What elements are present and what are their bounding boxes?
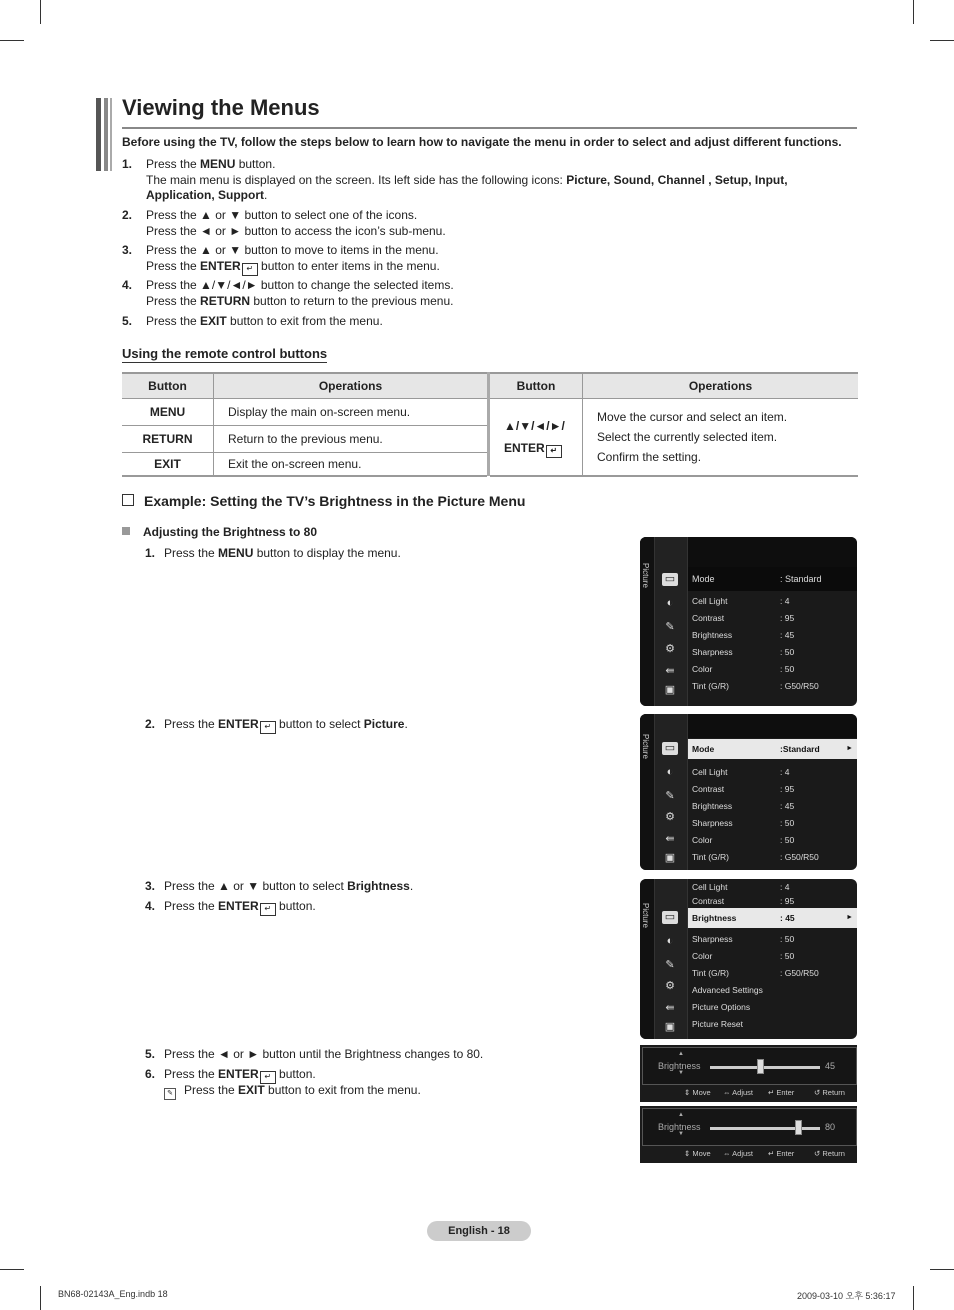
text: Move [692, 1149, 711, 1158]
text: . [264, 188, 268, 202]
osd-row[interactable] [692, 611, 852, 625]
text: Example: Setting the TV’s Brightness in the Picture Menu [144, 493, 526, 509]
help-move: ⇕ Move [684, 1088, 711, 1097]
osd-label: Contrast [692, 613, 725, 623]
text: Press the [146, 314, 201, 328]
text: Return [822, 1149, 845, 1158]
step-number: 3. [145, 879, 156, 893]
step-number: 1. [145, 546, 156, 560]
osd-label: Cell Light [692, 882, 728, 892]
application-icon[interactable]: ▣ [664, 684, 676, 696]
application-icon[interactable]: ▣ [664, 852, 676, 864]
osd-value: : G50/R50 [780, 968, 819, 978]
help-adjust: ⇔ Adjust [723, 1149, 754, 1158]
down-arrow-icon: ▼ [678, 1070, 684, 1076]
crop-mark [930, 1269, 954, 1270]
osd-value: : 95 [780, 613, 795, 623]
slider-panel [642, 1047, 857, 1085]
text: Press the [164, 1067, 219, 1081]
osd-label: Cell Light [692, 767, 728, 777]
step-3 [122, 243, 842, 276]
text: Confirm the setting. [597, 450, 702, 464]
crop-mark [40, 1286, 41, 1310]
osd-value: : 95 [780, 896, 795, 906]
text: Press the [146, 258, 201, 273]
up-arrow-icon: ▲ [678, 1112, 684, 1118]
text: Press the [146, 293, 201, 308]
text: ▲/▼/◄/►/ [504, 419, 565, 433]
intro-text: Before using the TV, follow the steps below to learn how to navigate the menu in order to select and adjust different functions. [122, 135, 842, 149]
osd-row-mode-selected[interactable] [688, 739, 857, 759]
text: Press the ▲ or ▼ button to move to items in the menu. [146, 243, 439, 257]
osd-row[interactable] [692, 594, 852, 608]
text: Move [692, 1088, 711, 1097]
text-bold: RETURN [200, 293, 251, 308]
osd-value: : G50/R50 [780, 852, 819, 862]
text-bold: Picture, Sound, Channel , Setup, Input, [566, 172, 788, 187]
title-decoration [96, 98, 101, 171]
application-icon[interactable]: ▣ [664, 1021, 676, 1033]
osd-label: Picture Options [692, 1002, 751, 1012]
slider-label: Brightness [658, 1061, 701, 1071]
input-icon[interactable]: ⇚ [665, 1002, 675, 1014]
osd-value: : 4 [780, 767, 790, 777]
enter-icon: ↵ [546, 445, 562, 458]
text: Press the ▲/▼/◄/► button to change the selected items. [146, 278, 454, 292]
note [164, 1082, 421, 1100]
text-bold: Picture [363, 717, 405, 731]
osd-side-label: Picture [641, 734, 650, 759]
osd-label: Tint (G/R) [692, 852, 729, 862]
sound-icon[interactable]: ◐ [666, 766, 674, 778]
osd-value: : 50 [780, 835, 795, 845]
osd-picture-menu-2 [640, 714, 857, 870]
osd-row[interactable] [692, 850, 852, 864]
osd-row[interactable] [692, 894, 852, 908]
picture-icon[interactable]: ▭ [662, 911, 678, 924]
crop-mark [0, 40, 24, 41]
text: Press the [164, 717, 219, 731]
note-icon: ✎ [164, 1088, 176, 1100]
help-move: ⇕ Move [684, 1149, 711, 1158]
osd-label: Mode [692, 574, 715, 584]
sound-icon[interactable]: ◐ [666, 935, 674, 947]
table-cell: Return to the previous menu. [214, 426, 488, 453]
osd-label: Brightness [692, 630, 733, 640]
osd-picture-menu-3 [640, 879, 857, 1039]
text: Press the [164, 546, 219, 560]
osd-value: : 4 [780, 882, 790, 892]
osd-value: : Standard [780, 574, 822, 584]
text-bold: ENTER [218, 717, 259, 731]
step-2 [122, 208, 842, 239]
brightness-slider-osd-1 [640, 1045, 857, 1102]
setup-icon[interactable]: ⚙ [665, 980, 675, 992]
imprint-date: 2009-03-10 오후 5:36:17 [797, 1291, 896, 1301]
osd-side [640, 537, 654, 706]
step-number: 1. [122, 157, 133, 171]
substep-4 [145, 898, 316, 916]
osd-row[interactable] [692, 966, 852, 980]
enter-icon: ↵ [242, 263, 258, 276]
table-cell [490, 399, 583, 477]
text: button to exit from the menu. [264, 1083, 421, 1097]
text-bold: EXIT [238, 1083, 265, 1097]
osd-value: : 50 [780, 934, 795, 944]
imprint-file: BN68-02143A_Eng.indb 18 [58, 1289, 168, 1299]
down-arrow-icon: ▼ [678, 1131, 684, 1137]
text: . [409, 879, 414, 893]
input-icon[interactable]: ⇚ [665, 665, 675, 677]
text: button. [235, 157, 276, 171]
up-arrow-icon: ▲ [678, 1051, 684, 1057]
help-return: ↺ Return [814, 1088, 845, 1097]
crop-mark [913, 0, 914, 24]
text: button to return to the previous menu. [250, 293, 454, 308]
table-cell: Display the main on-screen menu. [214, 399, 488, 426]
osd-label: Color [692, 664, 713, 674]
slider-knob[interactable] [757, 1059, 764, 1074]
osd-value: : 45 [780, 913, 795, 923]
text: button to select [275, 717, 364, 731]
osd-value: : 50 [780, 818, 795, 828]
text-bold: MENU [200, 157, 236, 171]
help-enter: ↵ Enter [768, 1088, 795, 1097]
text: Return [822, 1088, 845, 1097]
text-bold: EXIT [200, 314, 227, 328]
osd-label: Advanced Settings [692, 985, 763, 995]
osd-row[interactable] [692, 799, 852, 813]
text: Enter [776, 1088, 795, 1097]
checkbox-icon [122, 494, 134, 506]
adjust-heading [122, 525, 317, 539]
osd-label: Brightness [692, 913, 737, 923]
osd-row[interactable] [692, 679, 852, 693]
help-adjust: ⇔ Adjust [723, 1088, 754, 1097]
setup-icon[interactable]: ⚙ [665, 643, 675, 655]
substep-3 [145, 878, 413, 894]
section-heading: Using the remote control buttons [122, 346, 328, 361]
table-row [122, 453, 487, 477]
enter-icon: ↵ [260, 1071, 276, 1084]
step-number: 3. [122, 243, 133, 257]
osd-row[interactable] [692, 765, 852, 779]
table-cell: Exit the on-screen menu. [214, 453, 488, 477]
step-number: 4. [122, 278, 133, 292]
text: Press the [146, 157, 201, 171]
slider-track[interactable] [710, 1066, 820, 1069]
title-decoration [110, 98, 112, 171]
osd-row[interactable] [692, 949, 852, 963]
osd-label: Tint (G/R) [692, 681, 729, 691]
text-bold: Brightness [347, 879, 410, 893]
osd-value: : 4 [780, 596, 790, 606]
picture-icon[interactable]: ▭ [662, 742, 678, 755]
text-bold: ENTER [200, 258, 241, 273]
osd-label: Brightness [692, 801, 733, 811]
osd-label: Sharpness [692, 934, 733, 944]
text: Adjust [732, 1149, 754, 1158]
osd-row[interactable] [692, 1017, 852, 1031]
osd-value: :Standard [780, 744, 820, 754]
text: Press the [164, 899, 219, 913]
input-icon[interactable]: ⇚ [665, 833, 675, 845]
table-row [122, 426, 487, 453]
step-number: 4. [145, 899, 156, 913]
osd-side-label: Picture [641, 903, 650, 928]
osd-row[interactable] [692, 662, 852, 676]
text: button to exit from the menu. [226, 314, 383, 328]
osd-side-label: Picture [641, 563, 650, 588]
text: Adjust [732, 1088, 754, 1097]
step-number: 6. [145, 1067, 156, 1081]
slider-label: Brightness [658, 1122, 701, 1132]
substep-1 [145, 545, 401, 561]
arrow-right-icon: ► [846, 745, 853, 752]
osd-label: Sharpness [692, 647, 733, 657]
step-number: 2. [145, 717, 156, 731]
osd-row[interactable] [692, 880, 852, 894]
enter-icon: ↵ [260, 903, 276, 916]
text: Select the currently selected item. [597, 430, 778, 444]
enter-icon: ↵ [260, 721, 276, 734]
osd-row[interactable] [692, 645, 852, 659]
text: button to display the menu. [253, 546, 401, 560]
osd-value: : 50 [780, 951, 795, 961]
osd-side [640, 879, 654, 1039]
step-5 [122, 314, 842, 330]
table-row [122, 399, 487, 426]
arrow-right-icon: ► [846, 914, 853, 921]
step-number: 5. [145, 1047, 156, 1061]
osd-value: : 50 [780, 664, 795, 674]
table-row [490, 399, 858, 477]
sound-icon[interactable]: ◐ [666, 597, 674, 609]
table-cell [583, 399, 859, 477]
example-heading [122, 493, 525, 509]
setup-icon[interactable]: ⚙ [665, 811, 675, 823]
text: ENTER [504, 441, 545, 455]
text: button. [275, 899, 316, 913]
brightness-slider-osd-2 [640, 1106, 857, 1163]
text: . [404, 717, 408, 731]
text: Press the ▲ or ▼ button to select one of the icons. [146, 208, 418, 222]
slider-value: 45 [825, 1061, 836, 1071]
crop-mark [930, 40, 954, 41]
text: Enter [776, 1149, 795, 1158]
slider-panel [642, 1108, 857, 1146]
osd-row[interactable] [692, 1000, 852, 1014]
osd-label: Color [692, 951, 713, 961]
substep-2 [145, 716, 408, 734]
page-title: Viewing the Menus [122, 95, 320, 120]
osd-row-mode[interactable] [688, 567, 857, 591]
osd-value: : 45 [780, 801, 795, 811]
substep-5 [145, 1046, 483, 1062]
osd-label: Cell Light [692, 596, 728, 606]
text-bold: Application, Support [146, 188, 264, 202]
text-bold: ENTER [218, 1067, 259, 1081]
help-enter: ↵ Enter [768, 1149, 795, 1158]
osd-row-brightness-selected[interactable] [688, 908, 857, 928]
table-cell: EXIT [122, 453, 214, 477]
text-bold: MENU [218, 546, 254, 560]
osd-picture-menu-1 [640, 537, 857, 706]
osd-row[interactable] [692, 833, 852, 847]
osd-label: Picture Reset [692, 1019, 744, 1029]
text: button to enter items in the menu. [257, 258, 440, 273]
text: button. [275, 1067, 316, 1081]
text: Press the [184, 1083, 239, 1097]
osd-row[interactable] [692, 628, 852, 642]
osd-label: Sharpness [692, 818, 733, 828]
table-header: Button [490, 373, 583, 399]
remote-table-right [490, 372, 858, 477]
title-decoration [104, 98, 108, 171]
osd-value: : 95 [780, 784, 795, 794]
osd-row[interactable] [692, 816, 852, 830]
osd-label: Contrast [692, 896, 725, 906]
table-header: Operations [214, 373, 488, 399]
crop-mark [913, 1286, 914, 1310]
osd-value: : 50 [780, 647, 795, 657]
step-4 [122, 278, 842, 309]
osd-label: Mode [692, 744, 715, 754]
step-number: 5. [122, 314, 133, 328]
slider-track[interactable] [710, 1127, 820, 1130]
channel-icon[interactable]: ✎ [665, 790, 675, 802]
title-rule [122, 127, 857, 129]
table-header: Operations [583, 373, 859, 399]
crop-mark [0, 1269, 24, 1270]
remote-table-left [122, 372, 487, 477]
table-cell: MENU [122, 399, 214, 426]
osd-label: Tint (G/R) [692, 968, 729, 978]
text: Adjusting the Brightness to 80 [143, 525, 318, 539]
step-1 [122, 157, 842, 204]
osd-value: : G50/R50 [780, 681, 819, 691]
table-cell: RETURN [122, 426, 214, 453]
text: Press the ◄ or ► button to access the icon’s sub-menu. [146, 223, 446, 238]
slider-knob[interactable] [795, 1120, 802, 1135]
text: Press the ◄ or ► button until the Brightness changes to 80. [164, 1047, 484, 1061]
step-number: 2. [122, 208, 133, 222]
crop-mark [40, 0, 41, 24]
osd-value: : 45 [780, 630, 795, 640]
osd-row[interactable] [692, 983, 852, 997]
text-bold: ENTER [218, 899, 259, 913]
osd-side [640, 714, 654, 870]
page-number-tab: English - 18 [427, 1221, 531, 1241]
channel-icon[interactable]: ✎ [665, 959, 675, 971]
osd-row[interactable] [692, 782, 852, 796]
osd-label: Color [692, 835, 713, 845]
help-return: ↺ Return [814, 1149, 845, 1158]
osd-row[interactable] [692, 932, 852, 946]
table-header: Button [122, 373, 214, 399]
text: Press the ▲ or ▼ button to select [164, 879, 348, 893]
picture-icon[interactable]: ▭ [662, 573, 678, 586]
channel-icon[interactable]: ✎ [665, 621, 675, 633]
osd-label: Contrast [692, 784, 725, 794]
slider-value: 80 [825, 1122, 836, 1132]
text: The main menu is displayed on the screen. Its left side has the following icons: [146, 172, 567, 187]
text: Move the cursor and select an item. [597, 410, 788, 424]
square-bullet-icon [122, 527, 130, 535]
